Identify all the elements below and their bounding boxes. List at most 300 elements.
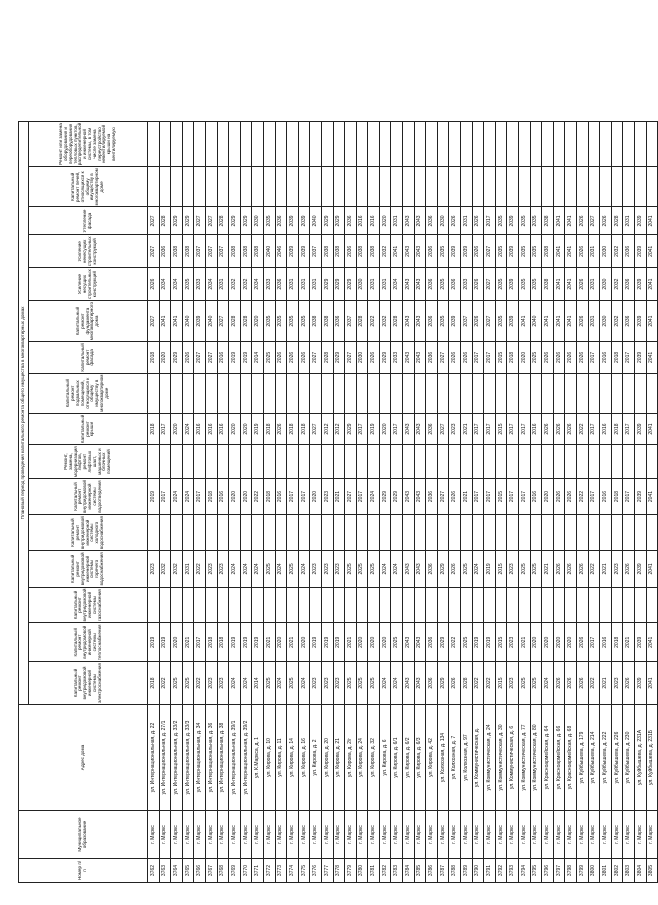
year-cell: 2039	[507, 300, 519, 341]
year-cell: 2017	[391, 413, 403, 444]
year-cell: 2035	[495, 235, 507, 268]
year-cell: 2038	[333, 235, 345, 268]
year-cell	[379, 445, 391, 479]
year-cell: 2038	[542, 268, 554, 301]
year-cell: 2030	[437, 207, 449, 235]
year-cell: 2017	[507, 413, 519, 444]
year-cell: 2024	[182, 479, 194, 515]
year-cell	[461, 587, 473, 623]
year-cell	[634, 445, 646, 479]
municipality-cell: г. Маркс	[148, 811, 160, 859]
year-cell	[275, 445, 287, 479]
year-cell: 2040	[182, 300, 194, 341]
year-cell: 2039	[287, 207, 299, 235]
year-cell: 2041	[391, 235, 403, 268]
year-cell: 2025	[368, 551, 380, 587]
year-cell: 2012	[321, 413, 333, 444]
year-cell: 2028	[217, 207, 229, 235]
year-cell: 2028	[159, 207, 171, 235]
year-cell: 2015	[495, 342, 507, 373]
year-cell: 2029	[182, 207, 194, 235]
year-cell: 2022	[159, 662, 171, 705]
year-cell: 2021	[600, 551, 612, 587]
year-cell: 2033	[194, 268, 206, 301]
year-cell	[182, 373, 194, 413]
year-cell: 2032	[229, 268, 241, 301]
year-cell: 2017	[194, 479, 206, 515]
year-cell: 2017	[519, 413, 531, 444]
year-cell	[484, 167, 496, 207]
year-cell: 2025	[530, 342, 542, 373]
header-work-type: Капитальный ремонт крыши	[29, 413, 148, 444]
year-cell: 2034	[205, 268, 217, 301]
year-cell	[368, 515, 380, 551]
year-cell: 2024	[171, 479, 183, 515]
year-cell: 2036	[275, 207, 287, 235]
year-cell: 2026	[472, 235, 484, 268]
year-cell: 2041	[553, 300, 565, 341]
year-cell: 2023	[217, 551, 229, 587]
year-cell	[611, 373, 623, 413]
year-cell: 2029	[321, 268, 333, 301]
year-cell: 2024	[298, 551, 310, 587]
year-cell	[449, 167, 461, 207]
year-cell: 2026	[472, 207, 484, 235]
year-cell: 2031	[298, 268, 310, 301]
year-cell: 2043	[414, 207, 426, 235]
year-cell: 2039	[507, 268, 519, 301]
year-cell: 2015	[495, 479, 507, 515]
row-number-cell: 3799	[576, 859, 588, 883]
year-cell	[634, 167, 646, 207]
year-cell: 2031	[217, 268, 229, 301]
year-cell	[542, 445, 554, 479]
table-row	[345, 121, 357, 882]
year-cell: 2025	[287, 662, 299, 705]
year-cell	[461, 445, 473, 479]
year-cell: 2018	[148, 662, 160, 705]
year-cell: 2029	[437, 623, 449, 662]
year-cell: 2035	[495, 268, 507, 301]
table-row	[414, 121, 426, 882]
year-cell	[391, 587, 403, 623]
year-cell: 2023	[507, 662, 519, 705]
year-cell: 2035	[495, 300, 507, 341]
year-cell	[205, 373, 217, 413]
year-cell: 2027	[484, 235, 496, 268]
address-cell: ул. Интернациональная, д. 39/2	[240, 705, 252, 811]
year-cell	[565, 167, 577, 207]
year-cell: 2018	[611, 413, 623, 444]
year-cell: 2036	[275, 268, 287, 301]
year-cell: 2037	[461, 300, 473, 341]
year-cell: 2012	[333, 413, 345, 444]
year-cell	[356, 445, 368, 479]
year-cell: 2022	[194, 551, 206, 587]
table-row	[553, 121, 565, 882]
table-row	[205, 121, 217, 882]
year-cell: 2026	[576, 300, 588, 341]
year-cell: 2039	[634, 413, 646, 444]
year-cell: 2023	[148, 551, 160, 587]
year-cell	[171, 167, 183, 207]
address-cell: ул. Куйбышева, д. 231А	[634, 705, 646, 811]
year-cell: 2027	[310, 413, 322, 444]
year-cell: 2021	[461, 479, 473, 515]
year-cell: 2017	[298, 479, 310, 515]
year-cell	[287, 121, 299, 166]
year-cell: 2017	[588, 479, 600, 515]
year-cell	[379, 515, 391, 551]
address-cell: ул. Колхозная, д. 134	[437, 705, 449, 811]
year-cell: 2017	[484, 207, 496, 235]
address-cell: ул. Куйбышева, д. 226	[611, 705, 623, 811]
year-cell: 2038	[310, 300, 322, 341]
year-cell: 2033	[391, 342, 403, 373]
year-cell: 2020	[379, 623, 391, 662]
year-cell	[171, 587, 183, 623]
year-cell: 2025	[263, 551, 275, 587]
year-cell: 2036	[426, 342, 438, 373]
year-cell: 2043	[403, 268, 415, 301]
year-cell	[530, 445, 542, 479]
address-cell: ул. Кирова, д. 16	[298, 705, 310, 811]
year-cell: 2020	[356, 623, 368, 662]
year-cell: 2026	[449, 207, 461, 235]
year-cell	[623, 587, 635, 623]
year-cell: 2024	[275, 551, 287, 587]
row-number-cell: 3779	[345, 859, 357, 883]
row-number-cell: 3805	[646, 859, 658, 883]
year-cell	[484, 445, 496, 479]
year-cell: 2028	[611, 207, 623, 235]
year-cell: 2029	[321, 207, 333, 235]
year-cell: 2043	[414, 551, 426, 587]
year-cell: 2017	[356, 413, 368, 444]
year-cell: 2031	[379, 268, 391, 301]
year-cell: 2025	[356, 662, 368, 705]
year-cell: 2022	[252, 479, 264, 515]
municipality-cell: г. Маркс	[426, 811, 438, 859]
year-cell: 2039	[634, 342, 646, 373]
year-cell	[646, 445, 658, 479]
year-cell: 2038	[321, 300, 333, 341]
year-cell	[472, 167, 484, 207]
year-cell: 2020	[171, 623, 183, 662]
year-cell: 2036	[426, 207, 438, 235]
year-cell: 2036	[426, 623, 438, 662]
year-cell: 2029	[437, 551, 449, 587]
year-cell: 2024	[379, 662, 391, 705]
year-cell: 2015	[495, 551, 507, 587]
year-cell	[171, 515, 183, 551]
municipality-cell: г. Маркс	[646, 811, 658, 859]
year-cell	[530, 121, 542, 166]
year-cell: 2026	[553, 479, 565, 515]
year-cell: 2025	[171, 662, 183, 705]
table-row	[461, 121, 473, 882]
year-cell: 2024	[240, 662, 252, 705]
year-cell	[519, 445, 531, 479]
year-cell	[565, 373, 577, 413]
year-cell	[333, 121, 345, 166]
header-municipality: Муниципальное образование	[19, 811, 148, 859]
year-cell: 2031	[588, 235, 600, 268]
year-cell: 2032	[611, 235, 623, 268]
year-cell: 2021	[623, 623, 635, 662]
year-cell	[495, 587, 507, 623]
header-plan-title: Плановый период проведения капитального ремонта общего имущества в многоквартирных домах	[19, 121, 29, 704]
year-cell: 2020	[252, 300, 264, 341]
year-cell	[530, 587, 542, 623]
year-cell	[368, 121, 380, 166]
year-cell	[611, 587, 623, 623]
year-cell: 2028	[356, 300, 368, 341]
year-cell	[519, 587, 531, 623]
year-cell	[391, 121, 403, 166]
year-cell	[542, 167, 554, 207]
municipality-cell: г. Маркс	[553, 811, 565, 859]
address-cell: ул. Интернациональная, д. 39/1	[229, 705, 241, 811]
year-cell: 2018	[298, 413, 310, 444]
municipality-cell: г. Маркс	[310, 811, 322, 859]
year-cell: 2026	[461, 342, 473, 373]
year-cell	[194, 445, 206, 479]
year-cell: 2040	[205, 300, 217, 341]
year-cell: 2043	[403, 342, 415, 373]
table-row	[275, 121, 287, 882]
year-cell	[148, 445, 160, 479]
year-cell: 2026	[449, 342, 461, 373]
year-cell: 2016	[600, 623, 612, 662]
year-cell: 2017	[484, 342, 496, 373]
municipality-cell: г. Маркс	[495, 811, 507, 859]
year-cell	[287, 167, 299, 207]
year-cell: 2029	[437, 662, 449, 705]
row-number-cell: 3777	[321, 859, 333, 883]
row-number-cell: 3803	[623, 859, 635, 883]
year-cell	[287, 587, 299, 623]
municipality-cell: г. Маркс	[588, 811, 600, 859]
year-cell	[298, 445, 310, 479]
year-cell	[240, 587, 252, 623]
year-cell: 2026	[565, 662, 577, 705]
year-cell: 2038	[182, 235, 194, 268]
year-cell: 2015	[495, 623, 507, 662]
year-cell: 2016	[275, 479, 287, 515]
row-number-cell: 3790	[472, 859, 484, 883]
address-cell: ул. Интернациональная, д. 33/3	[182, 705, 194, 811]
row-number-cell: 3786	[426, 859, 438, 883]
year-cell: 2040	[263, 235, 275, 268]
year-cell	[159, 121, 171, 166]
table-row	[159, 121, 171, 882]
year-cell	[484, 587, 496, 623]
year-cell	[298, 515, 310, 551]
municipality-cell: г. Маркс	[252, 811, 264, 859]
year-cell: 2043	[414, 300, 426, 341]
year-cell: 2039	[634, 207, 646, 235]
header-work-type: Капитальный ремонт печей, относящихся к общему имуществу в многоквартирном доме	[29, 167, 148, 207]
row-number-cell: 3782	[379, 859, 391, 883]
municipality-cell: г. Маркс	[600, 811, 612, 859]
year-cell	[449, 587, 461, 623]
year-cell	[263, 515, 275, 551]
table-row	[368, 121, 380, 882]
year-cell	[507, 515, 519, 551]
year-cell: 2018	[611, 479, 623, 515]
year-cell: 2026	[449, 662, 461, 705]
year-cell: 2043	[414, 623, 426, 662]
year-cell	[646, 515, 658, 551]
year-cell: 2040	[310, 207, 322, 235]
row-number-cell: 3801	[600, 859, 612, 883]
year-cell: 2024	[275, 662, 287, 705]
year-cell	[530, 373, 542, 413]
table-row	[634, 121, 646, 882]
year-cell: 2025	[368, 662, 380, 705]
year-cell	[310, 515, 322, 551]
year-cell: 2038	[542, 235, 554, 268]
year-cell: 2038	[356, 235, 368, 268]
year-cell: 2039	[634, 479, 646, 515]
year-cell: 2041	[565, 268, 577, 301]
year-cell	[148, 167, 160, 207]
year-cell	[310, 167, 322, 207]
municipality-cell: г. Маркс	[171, 811, 183, 859]
year-cell: 2014	[252, 662, 264, 705]
year-cell: 2019	[310, 623, 322, 662]
year-cell: 2018	[148, 342, 160, 373]
year-cell: 2026	[576, 342, 588, 373]
year-cell: 2018	[148, 413, 160, 444]
table-row	[437, 121, 449, 882]
year-cell	[345, 515, 357, 551]
year-cell: 2018	[205, 479, 217, 515]
year-cell: 2037	[194, 235, 206, 268]
year-cell	[182, 587, 194, 623]
year-cell: 2041	[553, 235, 565, 268]
row-number-cell: 3764	[171, 859, 183, 883]
year-cell: 2025	[345, 551, 357, 587]
row-number-cell: 3774	[287, 859, 299, 883]
year-cell	[171, 373, 183, 413]
overhaul-schedule-table-wrapper	[18, 121, 658, 883]
row-number-cell: 3802	[611, 859, 623, 883]
municipality-cell: г. Маркс	[321, 811, 333, 859]
year-cell	[240, 167, 252, 207]
year-cell: 2023	[449, 413, 461, 444]
table-row	[426, 121, 438, 882]
year-cell: 2016	[356, 207, 368, 235]
year-cell	[437, 445, 449, 479]
year-cell	[379, 121, 391, 166]
municipality-cell: г. Маркс	[229, 811, 241, 859]
year-cell: 2035	[530, 268, 542, 301]
year-cell: 2036	[345, 207, 357, 235]
municipality-cell: г. Маркс	[414, 811, 426, 859]
year-cell: 2041	[519, 300, 531, 341]
year-cell	[576, 121, 588, 166]
year-cell: 2026	[275, 342, 287, 373]
table-row	[333, 121, 345, 882]
year-cell	[472, 121, 484, 166]
year-cell: 2027	[484, 268, 496, 301]
year-cell: 2028	[321, 342, 333, 373]
year-cell	[484, 121, 496, 166]
year-cell: 2025	[263, 342, 275, 373]
year-cell	[507, 587, 519, 623]
year-cell: 2036	[333, 300, 345, 341]
year-cell: 2024	[229, 551, 241, 587]
year-cell	[321, 167, 333, 207]
year-cell	[229, 445, 241, 479]
year-cell: 2029	[171, 342, 183, 373]
year-cell: 2035	[182, 268, 194, 301]
year-cell: 2017	[507, 479, 519, 515]
address-cell: ул. Коммунистическая, д. 6	[507, 705, 519, 811]
year-cell	[298, 167, 310, 207]
year-cell	[611, 167, 623, 207]
municipality-cell: г. Маркс	[623, 811, 635, 859]
year-cell	[321, 373, 333, 413]
year-cell: 2027	[148, 300, 160, 341]
table-row	[263, 121, 275, 882]
year-cell: 2022	[576, 413, 588, 444]
year-cell: 2026	[553, 342, 565, 373]
year-cell: 2016	[217, 479, 229, 515]
year-cell	[159, 587, 171, 623]
address-cell: ул. Интернациональная, д. 27/1	[159, 705, 171, 811]
year-cell: 2032	[171, 551, 183, 587]
year-cell: 2024	[391, 551, 403, 587]
year-cell	[217, 445, 229, 479]
year-cell: 2019	[148, 479, 160, 515]
year-cell: 2031	[310, 268, 322, 301]
year-cell	[252, 167, 264, 207]
address-cell: ул. Кирова, д. 11	[275, 705, 287, 811]
year-cell	[461, 121, 473, 166]
year-cell	[426, 445, 438, 479]
year-cell: 2026	[287, 342, 299, 373]
year-cell	[519, 121, 531, 166]
year-cell: 2035	[519, 207, 531, 235]
year-cell: 2024	[472, 551, 484, 587]
year-cell: 2025	[345, 662, 357, 705]
year-cell	[623, 515, 635, 551]
year-cell: 2043	[403, 300, 415, 341]
year-cell: 2033	[263, 268, 275, 301]
year-cell: 2020	[530, 623, 542, 662]
year-cell	[588, 121, 600, 166]
year-cell	[507, 167, 519, 207]
municipality-cell: г. Маркс	[472, 811, 484, 859]
year-cell: 2029	[229, 207, 241, 235]
year-cell: 2027	[148, 207, 160, 235]
year-cell	[240, 515, 252, 551]
year-cell: 2035	[263, 207, 275, 235]
year-cell: 2016	[205, 413, 217, 444]
year-cell	[449, 515, 461, 551]
year-cell: 2032	[611, 300, 623, 341]
year-cell: 2017	[484, 479, 496, 515]
row-number-cell: 3768	[217, 859, 229, 883]
year-cell	[194, 167, 206, 207]
year-cell: 2026	[368, 342, 380, 373]
year-cell: 2020	[542, 623, 554, 662]
year-cell	[507, 121, 519, 166]
year-cell	[275, 515, 287, 551]
